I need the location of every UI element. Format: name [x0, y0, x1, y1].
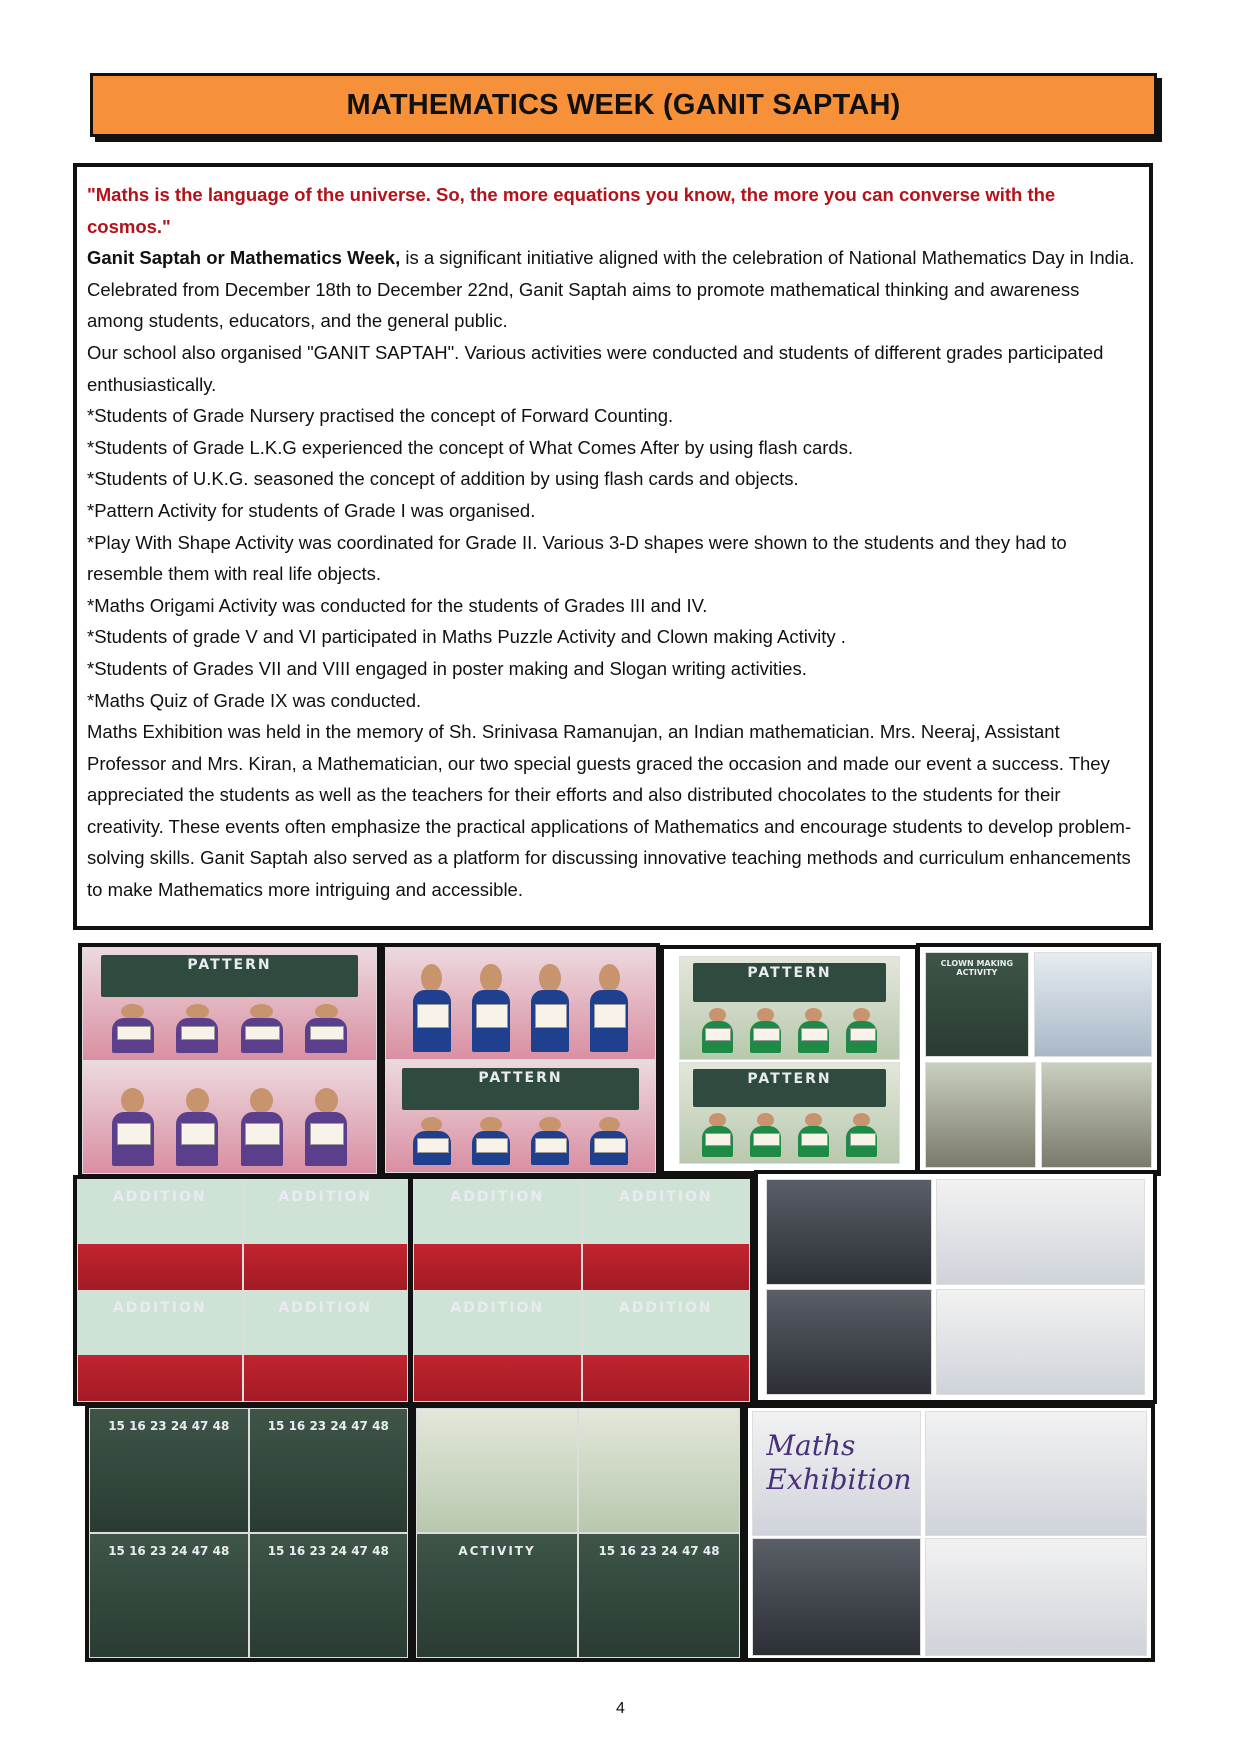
- photo: [243, 1291, 409, 1403]
- board-label: ADDITION: [112, 1300, 207, 1317]
- photo-collage-exhibition-1: [754, 1170, 1157, 1404]
- exhibition-line-2: Exhibition: [766, 1462, 912, 1496]
- exhibition-title: [766, 1429, 911, 1497]
- paragraph: Maths Exhibition was held in the memory of Sh. Srinivasa Ramanujan, an Indian mathematician. Mrs. Neeraj, Assistant Professor and Mrs. Kiran, a Mathematician, our two special guests graced the occasion and made our event a success. They appreciated the students as well as the teachers for their efforts and also distributed chocolates to the students for their creativity. These events often emphasize the practical applications of Mathematics and encourage students to develop problem-solving skills. Ganit Saptah also served as a platform for discussing innovative teaching methods and curriculum enhancements to make Mathematics more intriguing and accessible.: [87, 721, 1132, 901]
- photo: [416, 1533, 578, 1658]
- photo: [578, 1408, 740, 1533]
- board-label: ACTIVITY: [458, 1543, 536, 1558]
- photo: [249, 1408, 409, 1533]
- paragraph: *Maths Quiz of Grade IX was conducted.: [87, 689, 422, 711]
- article-text-box: [73, 163, 1153, 930]
- photo: [243, 1179, 409, 1291]
- photo: [578, 1533, 740, 1658]
- photo: [413, 1179, 582, 1291]
- board-label: ADDITION: [450, 1300, 545, 1317]
- photo: [413, 1291, 582, 1403]
- intro-paragraph: [87, 242, 1139, 337]
- photo: [1041, 1062, 1152, 1168]
- board-label: 15 16 23 24 47 48: [598, 1543, 720, 1558]
- photo: [582, 1179, 751, 1291]
- photo-collage-pattern-blue: [381, 943, 660, 1177]
- board-label: 15 16 23 24 47 48: [267, 1543, 389, 1558]
- paragraph: *Students of Grade L.K.G experienced the concept of What Comes After by using flash cards.: [87, 436, 854, 458]
- exhibition-line-1: Maths: [766, 1428, 856, 1462]
- paragraph: *Students of grade V and VI participated in Maths Puzzle Activity and Clown making Activity .: [87, 626, 846, 648]
- photo: [249, 1533, 409, 1658]
- page-title: MATHEMATICS WEEK (GANIT SAPTAH): [346, 88, 901, 121]
- students: [402, 1117, 639, 1166]
- students: [101, 1088, 359, 1166]
- photo: [925, 1062, 1036, 1168]
- board-label: PATTERN: [747, 1071, 832, 1088]
- photo: [77, 1291, 243, 1403]
- title-banner: [90, 73, 1157, 137]
- board-label: ADDITION: [278, 1300, 373, 1317]
- board-label: ADDITION: [618, 1188, 713, 1205]
- photo: [936, 1289, 1145, 1395]
- photo: [925, 952, 1029, 1058]
- quote: [87, 179, 1139, 242]
- board-label: PATTERN: [747, 964, 832, 981]
- photo: [752, 1411, 921, 1536]
- students: [693, 1008, 886, 1053]
- photo-collage-pattern-green: [660, 945, 919, 1175]
- photo: [766, 1179, 932, 1285]
- quote-line-1: "Maths is the language of the universe. So, the more equations you know, the more you can converse with the: [87, 184, 1056, 205]
- paragraph: *Maths Origami Activity was conducted for the students of Grades III and IV.: [87, 594, 708, 616]
- photo: [385, 947, 656, 1060]
- paragraph: *Play With Shape Activity was coordinated for Grade II. Various 3-D shapes were shown to the students and they had to resemble them with real life objects.: [87, 531, 1067, 585]
- photo: [1034, 952, 1153, 1058]
- board-label: PATTERN: [187, 956, 272, 973]
- photo-collage-addition-2: [409, 1175, 754, 1406]
- board-label: ADDITION: [450, 1188, 545, 1205]
- intro-lead: Ganit Saptah or Mathematics Week,: [87, 247, 401, 269]
- photo: [77, 1179, 243, 1291]
- page-number: 4: [616, 1700, 625, 1717]
- board-label: ADDITION: [278, 1188, 373, 1205]
- photo: [925, 1411, 1147, 1536]
- photo: [82, 1061, 377, 1175]
- photo: [416, 1408, 578, 1533]
- photo: [925, 1538, 1147, 1656]
- board-label: ADDITION: [618, 1300, 713, 1317]
- paragraph: *Students of U.K.G. seasoned the concept of addition by using flash cards and objects.: [87, 468, 799, 490]
- photo: [385, 1060, 656, 1173]
- photo-collage-exhibition-2: [744, 1404, 1155, 1662]
- photo: [679, 1062, 900, 1164]
- photo-collage-addition-1: [73, 1175, 412, 1406]
- paragraph: Our school also organised "GANIT SAPTAH". Various activities were conducted and students of different grades participated enthusiastically.: [87, 341, 1104, 395]
- photo: [752, 1538, 921, 1656]
- photo: [936, 1179, 1145, 1285]
- board-label: CLOWN MAKING ACTIVITY: [940, 958, 1014, 977]
- students: [693, 1113, 886, 1157]
- photo: [679, 956, 900, 1060]
- board-label: 15 16 23 24 47 48: [267, 1418, 389, 1433]
- board-label: ADDITION: [112, 1188, 207, 1205]
- photo: [82, 947, 377, 1061]
- photo-collage-counting-1: [85, 1404, 412, 1662]
- photo: [766, 1289, 932, 1395]
- photo: [582, 1291, 751, 1403]
- board-label: 15 16 23 24 47 48: [108, 1543, 230, 1558]
- paragraph: *Students of Grade Nursery practised the concept of Forward Counting.: [87, 405, 674, 427]
- board-label: PATTERN: [478, 1069, 563, 1086]
- photo-collage-clown-activity: [916, 943, 1161, 1176]
- paragraph: *Students of Grades VII and VIII engaged in poster making and Slogan writing activities.: [87, 657, 807, 679]
- photo: [89, 1533, 249, 1658]
- students: [402, 964, 639, 1053]
- intro-rest: is a significant initiative aligned with the celebration of National Mathematics Day in India. Celebrated from December 18th to December 22nd, Ganit Saptah aims to promote mathematical thinking and awareness among students, educators, and the general public.: [87, 247, 1135, 332]
- board-label: 15 16 23 24 47 48: [108, 1418, 230, 1433]
- photo-collage-pattern-purple: [78, 943, 381, 1178]
- photo-collage-counting-2: [412, 1404, 744, 1662]
- photo: [89, 1408, 249, 1533]
- students: [101, 1004, 359, 1053]
- paragraph: *Pattern Activity for students of Grade I was organised.: [87, 499, 536, 521]
- quote-line-2: cosmos.": [87, 215, 171, 237]
